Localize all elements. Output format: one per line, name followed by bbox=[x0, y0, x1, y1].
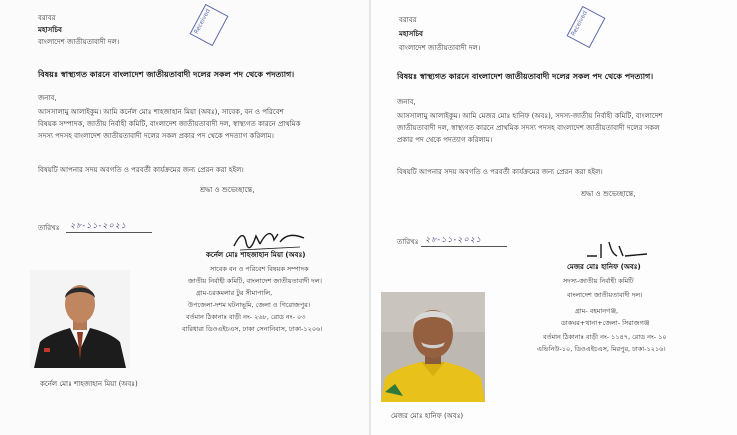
signer-line: ডাকঘর+থানা+জেলা- সিরাজগঞ্জ bbox=[561, 319, 650, 327]
handwritten-signature bbox=[583, 238, 653, 262]
portrait-photo bbox=[381, 292, 485, 402]
signer-line: এভিনিউ-১০, ডিওএইচএস, মিরপুর, ঢাকা-১২১৬। bbox=[537, 345, 666, 353]
closing-line: বিষয়টি আপনার সদয় অবগতি ও পরবর্তী কার্যক্রমের জন্য প্রেরন করা হইল। bbox=[38, 166, 244, 174]
received-stamp: Received bbox=[567, 6, 606, 48]
date-underline bbox=[66, 232, 152, 233]
body-line: বিষয়ক সম্পাদক, জাতীয় নির্বাহী কমিটি, বাংলাদেশ জাতীয়তাবাদী দল, স্বাস্থ্যগত কারনে প্রাথমিক bbox=[38, 120, 301, 128]
signer-name: কর্নেল মোঃ শাহজাহান মিয়া (অবঃ) bbox=[206, 251, 306, 259]
body-line: জাতীয়তাবাদী দল, স্বাস্থ্যগত কারনে প্রাথমিক সদস্য পদসহ বাংলাদেশ জাতীয়তাবাদী দলের সকল bbox=[397, 124, 660, 132]
portrait-photo bbox=[30, 270, 130, 368]
date-label: তারিখঃ bbox=[397, 238, 419, 246]
signer-line: সাবেক বন ও পরিবেশ বিষয়ক সম্পাদক bbox=[210, 265, 309, 273]
regards: শ্রদ্ধা ও শুভেচ্ছান্তে, bbox=[200, 186, 255, 194]
body-line: আসসালামু আলাইকুম। আমি মেজর মোঃ হানিফ (অবঃ), সদস্য-জাতীয় নির্বাহী কমিটি, বাংলাদেশ bbox=[397, 112, 663, 120]
resignation-letter-right bbox=[371, 0, 737, 435]
salutation-to: বরাবর bbox=[38, 14, 56, 22]
signer-line: গ্রাম- বহমানগঞ্জ, bbox=[575, 307, 619, 315]
body-line: আসসালামু আলাইকুম। আমি কর্নেল মোঃ শাহজাহান মিয়া (অবঃ), সাবেক, বন ও পরিবেশ bbox=[38, 108, 284, 116]
signer-line: বাংলাদেশ জাতীয়তাবাদী দল। bbox=[567, 291, 643, 299]
signer-line: জাতীয় নির্বাহী কমিটি, বাংলাদেশ জাতীয়তাবাদী দল। bbox=[188, 277, 322, 285]
photo-caption: কর্নেল মোঃ শাহজাহান মিয়া (অবঃ) bbox=[40, 380, 138, 388]
received-stamp: Received bbox=[190, 4, 229, 46]
date-value: ২৮-১১-২০২১ bbox=[70, 221, 127, 230]
greeting: জনাব, bbox=[397, 98, 416, 106]
date-value: ২৮-১১-২০২১ bbox=[425, 235, 482, 244]
body-line: সদস্য পদসহ বাংলাদেশ জাতীয়তাবাদী দলের সকল প্রকার পদ থেকে পদত্যাগ করিলাম। bbox=[38, 132, 274, 140]
signer-line: বর্তমান ঠিকানাঃ বাড়ী নং- ২৬৮, রোড নং- ০৩ bbox=[186, 313, 306, 321]
subject-line: বিষয়ঃ স্বাস্থ্যগত কারনে বাংলাদেশ জাতীয়তাবাদী দলের সকল পদ থেকে পদত্যাগ। bbox=[38, 70, 295, 79]
date-underline bbox=[421, 246, 507, 247]
photo-caption: মেজর মোঃ হানিফ (অবঃ) bbox=[391, 412, 464, 420]
signer-line: উপজেলা-দশম ঘটনাভূমি, জেলা ও গিরোজপুর। bbox=[188, 301, 311, 309]
addressee-title: মহাসচিব bbox=[399, 30, 423, 38]
date-label: তারিখঃ bbox=[38, 224, 60, 232]
handwritten-signature bbox=[230, 226, 310, 252]
addressee-org: বাংলাদেশ জাতীয়তাবাদী দল। bbox=[399, 44, 481, 52]
subject-line: বিষয়ঃ স্বাস্থ্যগত কারনে বাংলাদেশ জাতীয়তাবাদী দলের সকল পদ থেকে পদত্যাগ। bbox=[397, 72, 654, 81]
addressee-title: মহাসচিব bbox=[38, 26, 62, 34]
signer-name: মেজর মোঃ হানিফ (অবঃ) bbox=[567, 263, 641, 271]
signer-line: বারিধারা ডিওএইচএস, ঢাকা সেনানিবাস, ঢাকা-১২০৬। bbox=[182, 325, 323, 333]
regards: শ্রদ্ধা ও শুভেচ্ছান্তে, bbox=[581, 190, 636, 198]
salutation-to: বরাবর bbox=[399, 16, 417, 24]
signer-line: সদস্য-জাতীয় নির্বাহী কমিটি bbox=[563, 277, 634, 285]
addressee-org: বাংলাদেশ জাতীয়তাবাদী দল। bbox=[38, 38, 120, 46]
greeting: জনাব, bbox=[38, 94, 57, 102]
closing-line: বিষয়টি আপনার সদয় অবগতি ও পরবর্তী কার্যক্রমের জন্য প্রেরন করা হইল। bbox=[397, 168, 603, 176]
signer-line: গ্রাম-চরকমলার টুর সীমাপালি, bbox=[196, 289, 273, 297]
signer-line: বর্তমান ঠিকানাঃ বাড়ী নং- ১১৪৭, রোড নং- ১০ bbox=[543, 333, 667, 341]
body-line: প্রকার পদ থেকে পদত্যাগ করিলাম। bbox=[397, 136, 493, 144]
